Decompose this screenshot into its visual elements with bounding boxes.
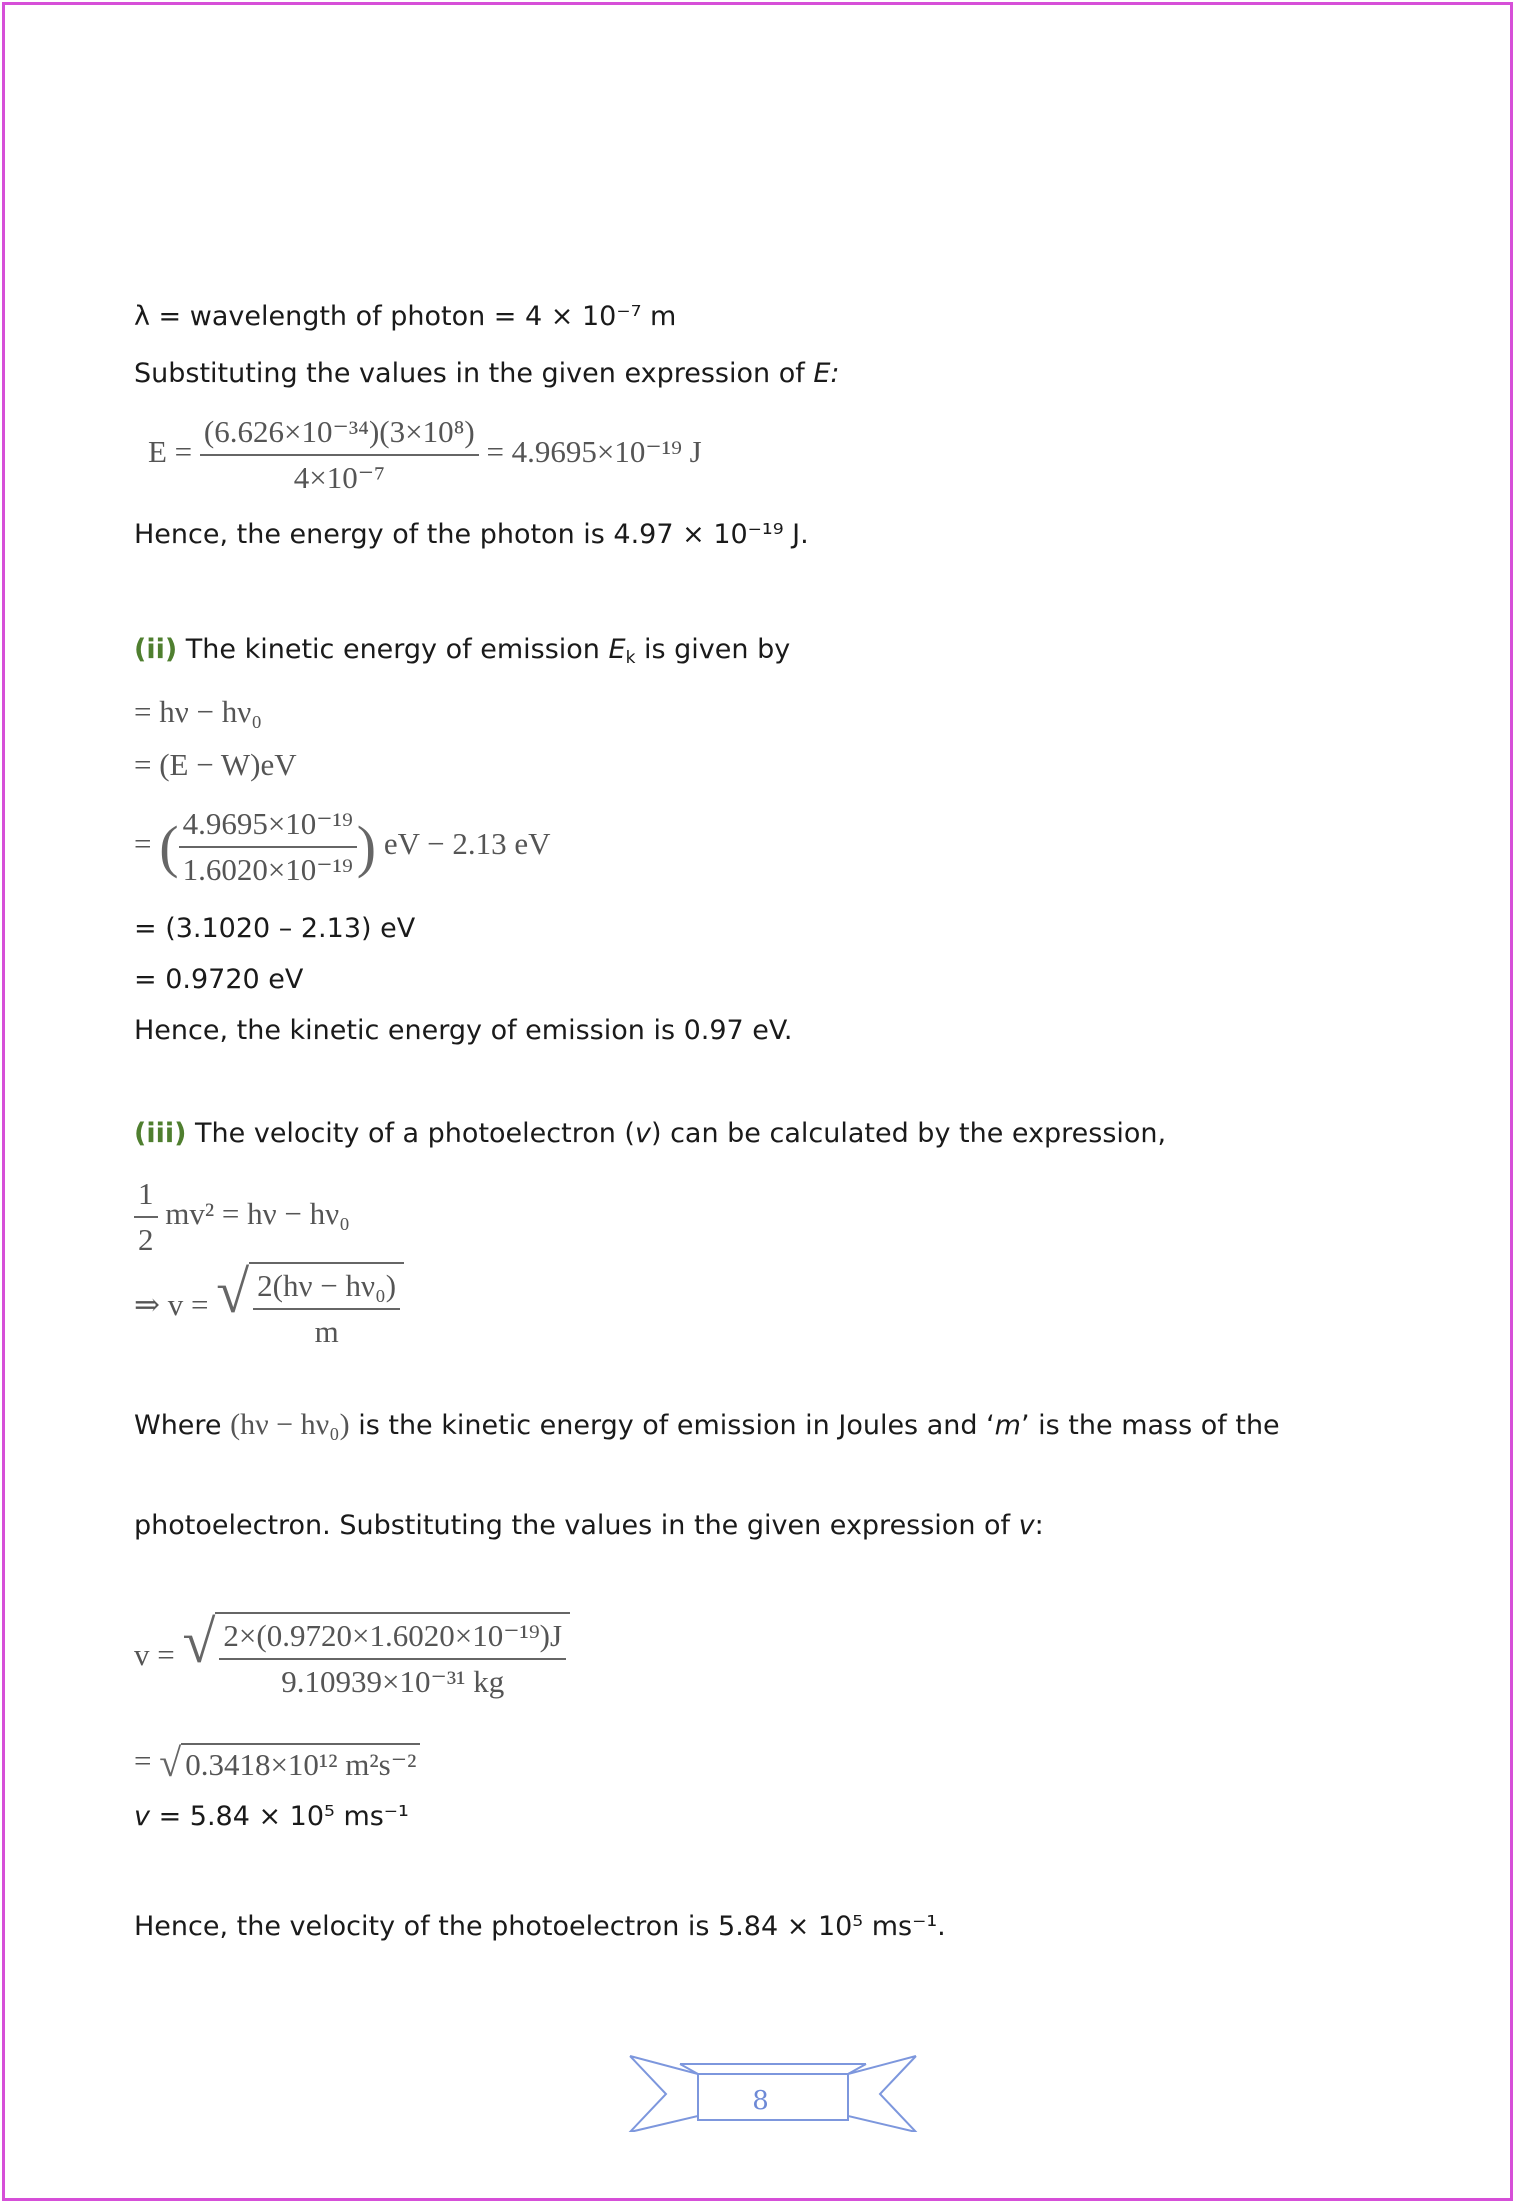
v2-rad-numerator: 2×(0.9720×1.6020×10⁻¹⁹)J <box>219 1614 566 1660</box>
part-iii-label: (iii) <box>134 1118 187 1149</box>
v3-radicand: 0.3418×10¹² m²s⁻² <box>181 1743 420 1785</box>
v2-equation <box>134 1609 570 1704</box>
v-result-var: v <box>134 1801 150 1832</box>
v-rad-numerator: 2(hν − hν₀) <box>253 1264 400 1310</box>
energy-lhs: E = <box>148 434 193 470</box>
ke-frac-numerator: 4.9695×10⁻¹⁹ <box>179 802 357 848</box>
v-sqrt <box>216 1259 404 1354</box>
ke-close-paren: ) <box>356 814 377 879</box>
ke-fraction <box>179 802 357 892</box>
sqrt-icon: √ <box>216 1259 250 1325</box>
v-rad-denominator: m <box>314 1314 339 1349</box>
v-result-line <box>134 1800 409 1834</box>
where-text: Where <box>134 1410 231 1441</box>
half-numerator: 1 <box>134 1172 158 1218</box>
substituting-E-line <box>134 357 839 391</box>
photoelectron-line <box>134 1509 1044 1543</box>
half-fraction <box>134 1172 158 1262</box>
v-result-text: = 5.84 × 10⁵ ms⁻¹ <box>149 1801 409 1832</box>
lambda-definition: λ = wavelength of photon = 4 × 10⁻⁷ m <box>134 301 677 332</box>
substituting-E-var: E: <box>813 358 840 389</box>
energy-fraction <box>200 410 479 500</box>
part-ii-var: E <box>608 634 626 665</box>
page-number: 8 <box>752 2086 769 2116</box>
v2-sqrt <box>182 1609 570 1704</box>
v2-lhs: v = <box>134 1637 175 1673</box>
ke-open-paren: ( <box>159 814 179 879</box>
half-mv-equation <box>134 1172 350 1262</box>
part-ii-text-suffix: is given by <box>635 634 791 665</box>
v-fraction <box>253 1264 400 1354</box>
photoelectron-text: photoelectron. Substituting the values in the given expression of <box>134 1510 1019 1541</box>
part-ii-text: The kinetic energy of emission <box>177 634 609 665</box>
energy-numerator: (6.626×10⁻³⁴)(3×10⁸) <box>200 410 479 456</box>
substituting-E-text: Substituting the values in the given expression of <box>134 358 814 389</box>
energy-equation <box>148 410 702 500</box>
where-m: m <box>994 1410 1021 1441</box>
half-denominator: 2 <box>138 1222 154 1257</box>
energy-rhs: = 4.9695×10⁻¹⁹ J <box>486 434 702 470</box>
hence-energy-line: Hence, the energy of the photon is 4.97 × 10⁻¹⁹ J. <box>134 519 809 550</box>
ke-step4: = 0.9720 eV <box>134 964 304 995</box>
part-iii-text-suffix: ) can be calculated by the expression, <box>650 1118 1167 1149</box>
ke-step3: = (3.1020 – 2.13) eV <box>134 913 416 944</box>
v-equation <box>134 1259 404 1354</box>
where-line <box>134 1408 1280 1443</box>
energy-denominator: 4×10⁻⁷ <box>293 460 385 495</box>
v-radicand <box>249 1262 404 1354</box>
v-lhs: ⇒ v = <box>134 1287 209 1323</box>
half-rhs: mv² = hν − hν₀ <box>165 1196 350 1232</box>
where-text-a: is the kinetic energy of emission in Joules and ‘ <box>349 1410 995 1441</box>
ke-frac-suffix: eV − 2.13 eV <box>383 826 551 862</box>
ke-frac-denominator: 1.6020×10⁻¹⁹ <box>182 852 353 887</box>
where-inline-math: (hν − hν₀) <box>230 1408 350 1441</box>
part-ii-sub: k <box>625 648 636 668</box>
part-ii-line <box>134 633 790 667</box>
v3-sqrt <box>159 1739 420 1785</box>
part-ii-label: (ii) <box>134 634 178 665</box>
ke-step1: = hν − hν₀ <box>134 694 263 729</box>
ke-fraction-equation <box>134 802 551 892</box>
v3-prefix: = <box>134 1743 152 1778</box>
v2-radicand <box>215 1612 570 1704</box>
photoelectron-suffix: : <box>1034 1510 1044 1541</box>
photoelectron-var: v <box>1018 1510 1035 1541</box>
hence-ke-line: Hence, the kinetic energy of emission is 0.97 eV. <box>134 1015 793 1046</box>
v3-equation <box>134 1741 420 1785</box>
ke-frac-prefix: = <box>134 826 152 862</box>
v2-rad-denominator: 9.10939×10⁻³¹ kg <box>281 1664 505 1699</box>
where-text-b: ’ is the mass of the <box>1020 1410 1280 1441</box>
part-iii-line <box>134 1117 1166 1151</box>
ke-step2: = (E − W)eV <box>134 747 297 782</box>
sqrt-icon: √ <box>182 1609 216 1675</box>
sqrt-icon: √ <box>159 1739 182 1785</box>
part-iii-text: The velocity of a photoelectron ( <box>186 1118 635 1149</box>
hence-velocity-line: Hence, the velocity of the photoelectron is 5.84 × 10⁵ ms⁻¹. <box>134 1911 946 1942</box>
v2-fraction <box>219 1614 566 1704</box>
part-iii-var: v <box>634 1118 651 1149</box>
